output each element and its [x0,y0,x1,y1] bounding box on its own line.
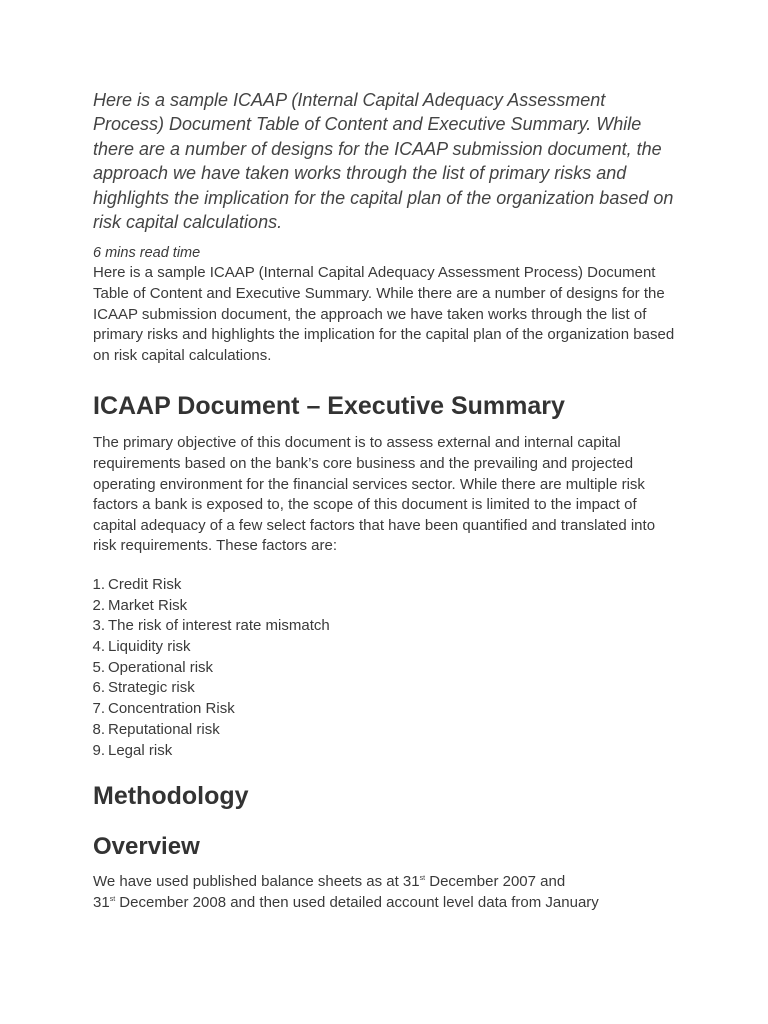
list-item [93,699,678,720]
list-item-label: Operational risk [108,658,214,676]
document-page [93,88,678,913]
list-item-label: Market Risk [108,596,188,614]
overview-text-3: 31 [93,894,110,912]
list-item-label: Legal risk [108,741,173,759]
list-item [93,658,678,679]
methodology-heading: Methodology [93,782,249,811]
read-time: 6 mins read time [93,245,201,262]
executive-summary-intro: The primary objective of this document is to assess external and internal capital requirements based on the bank’s core business and the prevailing and projected operating environment for the financial services sector. While there are multiple risk factors a bank is exposed to, the scope of this document is limited to the impact of capital adequacy of a few select factors that have been quantified and translated into risk requirements. These factors are: [93,434,656,555]
list-item-label: Liquidity risk [108,638,191,656]
list-item [93,575,678,596]
list-item-label: Reputational risk [108,720,220,738]
list-item-number: 9. [92,741,105,759]
overview-text-1: We have used published balance sheets as at 31 [93,873,420,891]
list-item [93,720,678,741]
list-item-number: 2. [92,596,105,614]
lead-paragraph: Here is a sample ICAAP (Internal Capital Adequacy Assessment Process) Document Table of Content and Executive Summary. While there are a number of designs for the ICAAP submission document, the approach we have taken works through the list of primary risks and highlights the implication for the capital plan of the organization based on risk capital calculations. [93,90,674,233]
list-item [93,596,678,617]
executive-summary-heading: ICAAP Document – Executive Summary [93,392,565,421]
list-item-number: 7. [92,700,105,718]
list-item-label: Strategic risk [108,679,195,697]
overview-text-2: December 2007 and [425,873,566,891]
list-item [93,637,678,658]
overview-text-4: December 2008 and then used detailed account level data from January [115,894,599,912]
summary-paragraph: Here is a sample ICAAP (Internal Capital Adequacy Assessment Process) Document Table of Content and Executive Summary. While there are a number of designs for the ICAAP submission document, the approach we have taken works through the list of primary risks and highlights the implication for the capital plan of the organization based on risk capital calculations. [93,264,675,364]
risk-factor-list [93,575,678,761]
list-item [93,678,678,699]
list-item-label: Concentration Risk [108,700,235,718]
list-item-number: 6. [92,679,105,697]
list-item [93,616,678,637]
ordinal-suffix: st [109,896,116,904]
list-item-label: Credit Risk [108,575,182,593]
overview-heading: Overview [93,833,200,861]
list-item [93,741,678,762]
list-item-number: 8. [92,720,105,738]
overview-paragraph [93,871,678,913]
list-item-number: 1. [92,575,105,593]
list-item-number: 5. [92,658,105,676]
ordinal-suffix: st [419,875,426,883]
list-item-label: The risk of interest rate mismatch [108,617,330,635]
list-item-number: 4. [92,638,105,656]
list-item-number: 3. [92,617,105,635]
